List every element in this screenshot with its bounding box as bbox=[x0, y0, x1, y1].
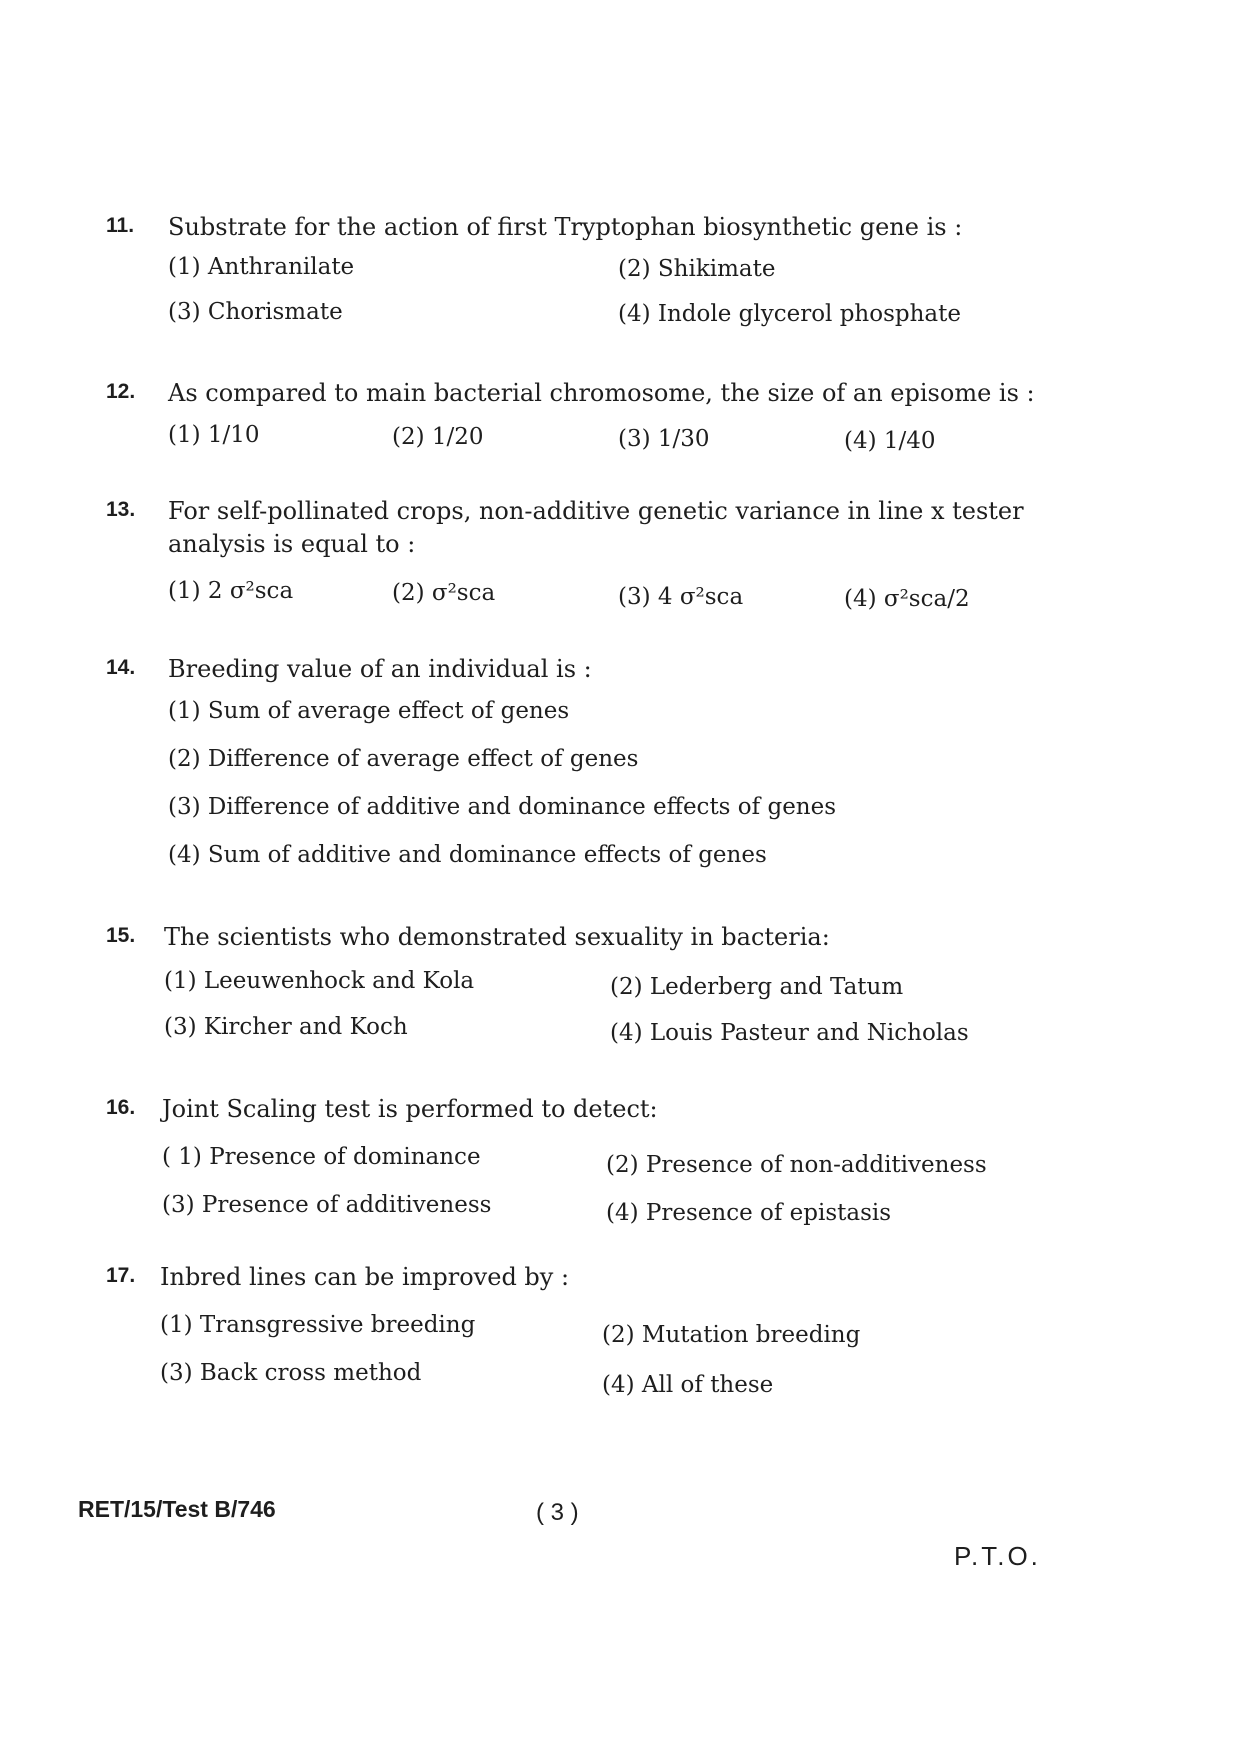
page-number: ( 3 ) bbox=[536, 1499, 579, 1526]
option-4[interactable]: (4) Presence of epistasis bbox=[606, 1200, 892, 1226]
question-number: 15. bbox=[106, 924, 136, 947]
option-4[interactable]: (4) All of these bbox=[602, 1372, 774, 1398]
question-text: Breeding value of an individual is : bbox=[168, 655, 592, 683]
option-4[interactable]: (4) 1/40 bbox=[844, 428, 936, 454]
option-2[interactable]: (2) Shikimate bbox=[618, 256, 776, 282]
question-text: Inbred lines can be improved by : bbox=[160, 1263, 570, 1291]
option-2[interactable]: (2) Presence of non-additiveness bbox=[606, 1152, 987, 1178]
option-3[interactable]: (3) 1/30 bbox=[618, 426, 710, 452]
question-text: As compared to main bacterial chromosome, the size of an episome is : bbox=[168, 379, 1035, 407]
question-number: 14. bbox=[106, 656, 136, 679]
option-3[interactable]: (3) 4 σ²sca bbox=[618, 584, 744, 610]
please-turn-over: P.T.O. bbox=[954, 1541, 1041, 1571]
question-text: Joint Scaling test is performed to detect: bbox=[162, 1095, 658, 1123]
option-1[interactable]: (1) 2 σ²sca bbox=[168, 578, 294, 604]
question-number: 13. bbox=[106, 498, 136, 521]
question-number: 12. bbox=[106, 380, 136, 403]
option-2[interactable]: (2) 1/20 bbox=[392, 424, 484, 450]
option-1[interactable]: (1) 1/10 bbox=[168, 422, 260, 448]
option-4[interactable]: (4) σ²sca/2 bbox=[844, 586, 970, 612]
question-number: 16. bbox=[106, 1096, 136, 1119]
option-2[interactable]: (2) σ²sca bbox=[392, 580, 496, 606]
question-text: For self-pollinated crops, non-additive genetic variance in line x tester analysis is equal to : bbox=[168, 497, 1024, 558]
option-3[interactable]: (3) Presence of additiveness bbox=[162, 1192, 492, 1218]
option-3[interactable]: (3) Chorismate bbox=[168, 299, 343, 325]
option-1[interactable]: (1) Sum of average effect of genes bbox=[168, 698, 570, 724]
question-text: Substrate for the action of first Tryptophan biosynthetic gene is : bbox=[168, 213, 963, 241]
question-text: The scientists who demonstrated sexuality in bacteria: bbox=[164, 923, 830, 951]
option-4[interactable]: (4) Indole glycerol phosphate bbox=[618, 301, 962, 327]
option-2[interactable]: (2) Difference of average effect of genes bbox=[168, 746, 639, 772]
option-2[interactable]: (2) Mutation breeding bbox=[602, 1322, 861, 1348]
option-3[interactable]: (3) Kircher and Koch bbox=[164, 1014, 408, 1040]
paper-code: RET/15/Test B/746 bbox=[78, 1496, 276, 1522]
option-4[interactable]: (4) Sum of additive and dominance effects of genes bbox=[168, 842, 767, 868]
option-1[interactable]: (1) Leeuwenhock and Kola bbox=[164, 968, 475, 994]
option-1[interactable]: (1) Transgressive breeding bbox=[160, 1312, 476, 1338]
option-3[interactable]: (3) Difference of additive and dominance effects of genes bbox=[168, 794, 837, 820]
question-number: 17. bbox=[106, 1264, 136, 1287]
option-1[interactable]: ( 1) Presence of dominance bbox=[162, 1144, 481, 1170]
question-number: 11. bbox=[106, 214, 135, 237]
option-2[interactable]: (2) Lederberg and Tatum bbox=[610, 974, 904, 1000]
option-3[interactable]: (3) Back cross method bbox=[160, 1360, 422, 1386]
option-1[interactable]: (1) Anthranilate bbox=[168, 254, 355, 280]
option-4[interactable]: (4) Louis Pasteur and Nicholas bbox=[610, 1020, 969, 1046]
